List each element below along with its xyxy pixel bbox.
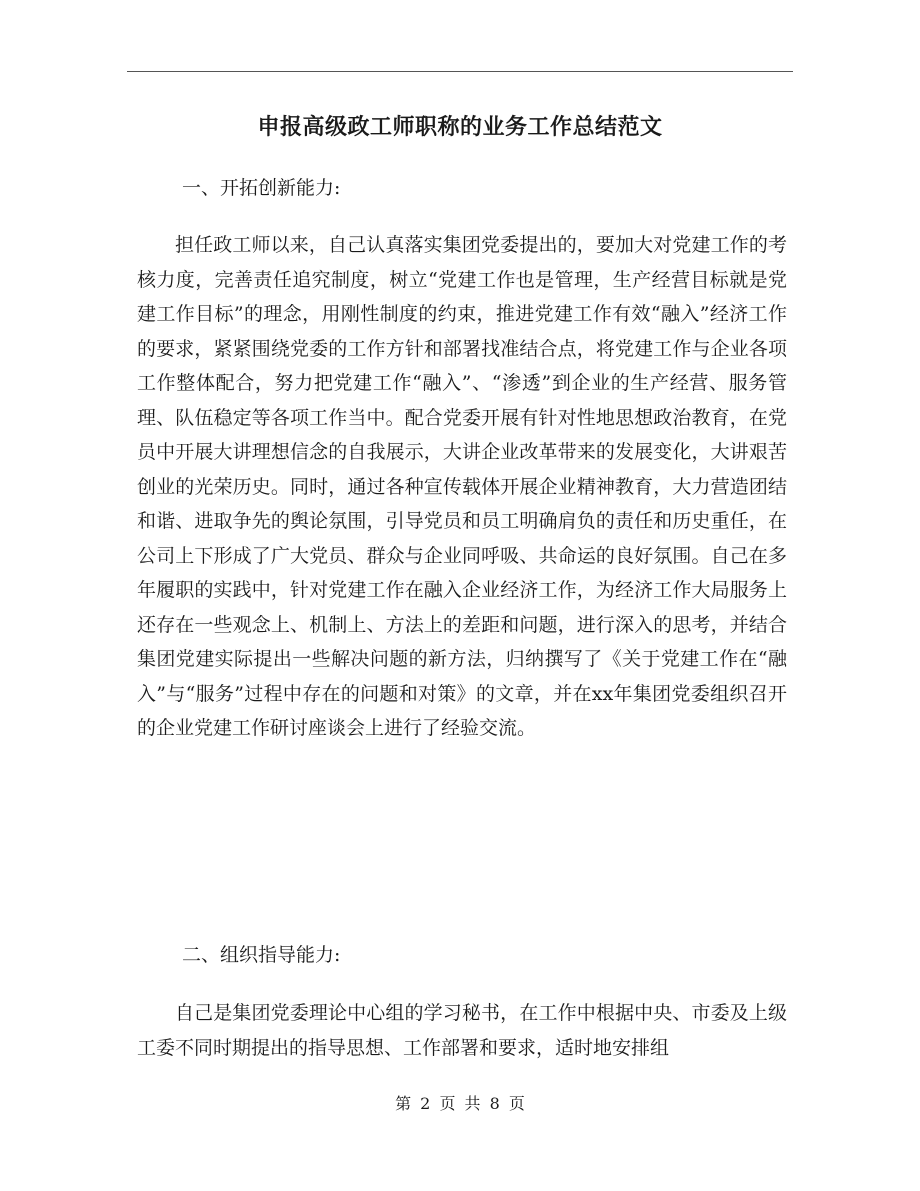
section-paragraph-2: 自己是集团党委理论中心组的学习秘书，在工作中根据中央、市委及上级工委不同时期提出的指导思想、工作部署和要求，适时地安排组 <box>137 1002 787 1059</box>
header-rule <box>127 71 793 72</box>
section-heading-1: 一、开拓创新能力: <box>182 177 341 199</box>
section-paragraph-1: 担任政工师以来，自己认真落实集团党委提出的，要加大对党建工作的考核力度，完善责任追究制度，树立“党建工作也是管理，生产经营目标就是党建工作目标”的理念，用刚性制度的约束，推进党建工作有效“融入”经济工作的要求，紧紧围绕党委的工作方针和部署找准结合点，将党建工作与企业各项工作整体配合，努力把党建工作“融入”、“渗透”到企业的生产经营、服务管理、队伍稳定等各项工作当中。配合党委开展有针对性地思想政治教育，在党员中开展大讲理想信念的自我展示，大讲企业改革带来的发展变化，大讲艰苦创业的光荣历史。同时，通过各种宣传载体开展企业精神教育，大力营造团结和谐、进取争先的舆论氛围，引导党员和员工明确肩负的责任和历史重任，在公司上下形成了广大党员、群众与企业同呼吸、共命运的良好氛围。自己在多年履职的实践中，针对党建工作在融入企业经济工作，为经济工作大局服务上还存在一些观念上、机制上、方法上的差距和问题，进行深入的思考，并结合集团党建实际提出一些解决问题的新方法，归纳撰写了《关于党建工作在“融入”与“服务”过程中存在的问题和对策》的文章，并在xx年集团党委组织召开的企业党建工作研讨座谈会上进行了经验交流。 <box>137 234 787 739</box>
document-title: 申报高级政工师职称的业务工作总结范文 <box>257 114 663 140</box>
page-number-footer: 第 2 页 共 8 页 <box>395 1094 525 1113</box>
section-heading-2: 二、组织指导能力: <box>182 944 341 966</box>
